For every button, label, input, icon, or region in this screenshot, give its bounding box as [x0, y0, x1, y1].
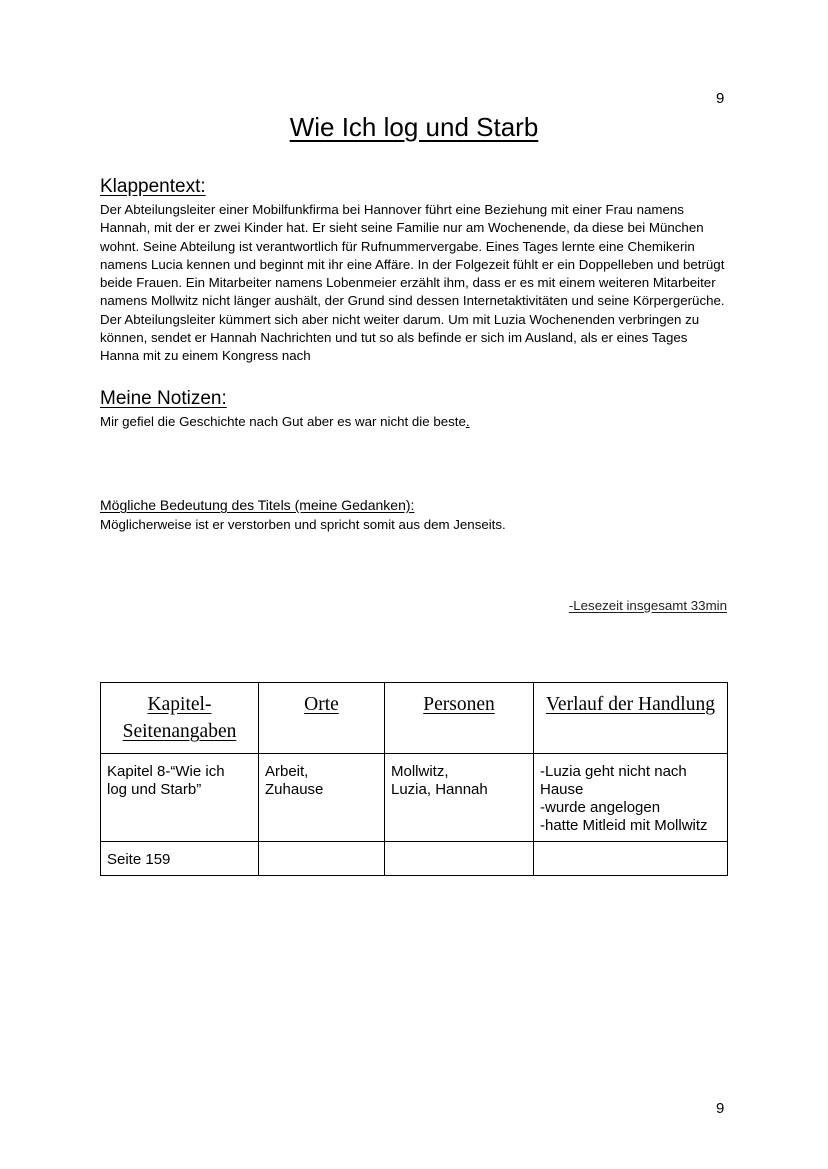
cell-chapter — [101, 754, 259, 842]
header-chapter-pages: Kapitel-Seitenangaben — [122, 694, 237, 742]
cell-people — [385, 754, 534, 842]
header-places: Orte — [304, 694, 339, 715]
cell-places — [259, 754, 385, 842]
notes-text-end: . — [465, 414, 470, 429]
cell-chapter — [101, 842, 259, 876]
cell-line: Seite 159 — [107, 851, 171, 868]
notes-text — [100, 413, 728, 431]
table-row — [101, 754, 728, 842]
cell-plot — [534, 842, 728, 876]
page-title: Wie Ich log und Starb — [289, 112, 539, 142]
cell-line: -hatte Mitleid mit Mollwitz — [540, 817, 708, 834]
chapter-table — [100, 682, 728, 876]
title-meaning-text: Möglicherweise ist er verstorben und spricht somit aus dem Jenseits. — [100, 517, 506, 532]
cell-people — [385, 842, 534, 876]
header-plot: Verlauf der Handlung — [546, 694, 715, 715]
cell-line: Zuhause — [265, 781, 324, 798]
table-row — [101, 842, 728, 876]
cell-line: Arbeit, — [265, 763, 309, 780]
cell-line: Luzia, Hannah — [391, 781, 488, 798]
page-number-top: 9 — [716, 90, 725, 107]
cell-line: Hause — [540, 781, 584, 798]
header-people: Personen — [423, 694, 495, 715]
cell-places — [259, 842, 385, 876]
reading-time: -Lesezeit insgesamt 33min — [568, 598, 727, 613]
table-header-row — [101, 683, 728, 754]
blurb-heading: Klappentext: — [100, 176, 206, 197]
blurb-text: Der Abteilungsleiter einer Mobilfunkfirma bei Hannover führt eine Beziehung mit einer Frau namens Hannah, mit der er zwei Kinder hat. Er sieht seine Familie nur am Wochenende, da diese bei München wohnt. Seine Abteilung ist verantwortlich für Rufnummervergabe. Eines Tages lernte eine Chemikerin namens Lucia kennen und beginnt mit ihr eine Affäre. In der Folgezeit fühlt er ein Doppelleben und betrügt beide Frauen. Ein Mitarbeiter namens Lobenmeier erzählt ihm, dass er es mit einem weiteren Mitarbeiter namens Mollwitz nicht länger aushält, der Grund sind dessen Internetaktivitäten und seine Körpergerüche. Der Abteilungsleiter kümmert sich aber nicht weiter darum. Um mit Luzia Wochenenden verbringen zu können, sendet er Hannah Nachrichten und tut so als befinde er sich im Ausland, als er eines Tages Hanna mit zu einem Kongress nach — [100, 202, 725, 364]
cell-line: -Luzia geht nicht nach — [540, 763, 687, 780]
title-meaning-heading: Mögliche Bedeutung des Titels (meine Gedanken): — [100, 497, 415, 513]
cell-line: log und Starb” — [107, 781, 202, 798]
cell-line: Mollwitz, — [391, 763, 449, 780]
notes-heading: Meine Notizen: — [100, 388, 227, 409]
cell-plot — [534, 754, 728, 842]
notes-text-body: Mir gefiel die Geschichte nach Gut aber es war nicht die beste — [100, 414, 466, 429]
cell-line: Kapitel 8-“Wie ich — [107, 763, 225, 780]
cell-line: -wurde angelogen — [540, 799, 661, 816]
page-number-bottom: 9 — [716, 1100, 725, 1117]
